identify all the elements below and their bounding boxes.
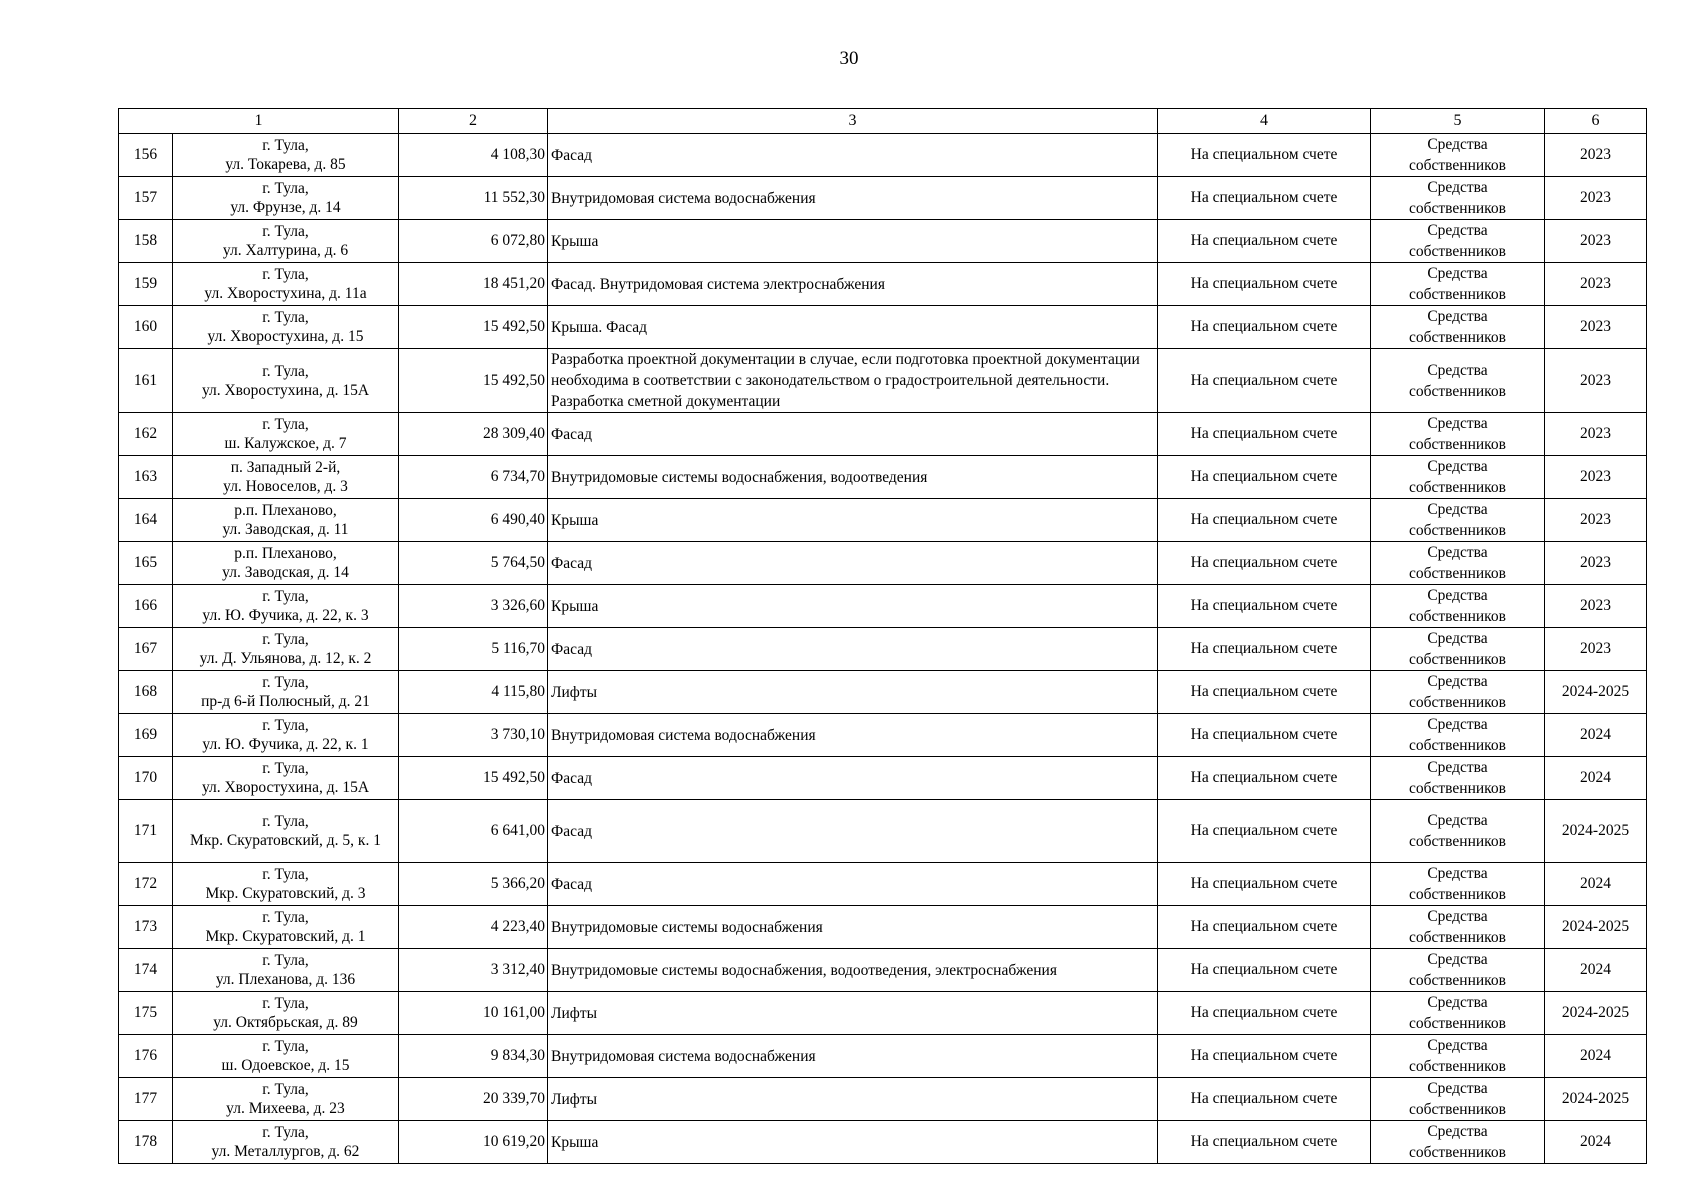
fund-method-cell: На специальном счете	[1158, 1078, 1371, 1121]
table-row	[119, 306, 1647, 349]
table-row	[119, 542, 1647, 585]
funding-source-cell	[1371, 349, 1545, 413]
address-locality: г. Тула,	[262, 588, 309, 605]
address-street: ш. Калужское, д. 7	[224, 435, 347, 452]
funding-source-line2: собственников	[1409, 565, 1506, 582]
address-street: ул. Металлургов, д. 62	[211, 1143, 360, 1160]
funding-source-cell	[1371, 757, 1545, 800]
column-header-4: 4	[1158, 109, 1371, 134]
year-cell: 2024	[1545, 863, 1647, 906]
area-cell: 15 492,50	[399, 757, 548, 800]
funding-source-cell	[1371, 263, 1545, 306]
table-row	[119, 714, 1647, 757]
repair-program-table	[118, 108, 1647, 1164]
table-row	[119, 413, 1647, 456]
address-street: ул. Токарева, д. 85	[225, 156, 346, 173]
address-street: ул. Хворостухина, д. 15	[207, 328, 364, 345]
address-cell	[173, 306, 399, 349]
address-street: ул. Плеханова, д. 136	[215, 971, 356, 988]
area-cell: 6 734,70	[399, 456, 548, 499]
column-header-2: 2	[399, 109, 548, 134]
table-header-row	[119, 109, 1647, 134]
address-locality: г. Тула,	[262, 223, 309, 240]
page-number: 30	[839, 48, 859, 69]
funding-source-line2: собственников	[1409, 286, 1506, 303]
table-row	[119, 1078, 1647, 1121]
row-number: 176	[119, 1035, 173, 1078]
fund-method-cell: На специальном счете	[1158, 1121, 1371, 1164]
row-number: 163	[119, 456, 173, 499]
fund-method-cell: На специальном счете	[1158, 671, 1371, 714]
funding-source-line1: Средства	[1427, 1080, 1488, 1097]
funding-source-cell	[1371, 220, 1545, 263]
year-cell: 2024	[1545, 714, 1647, 757]
table-row	[119, 671, 1647, 714]
year-cell: 2024-2025	[1545, 671, 1647, 714]
funding-source-line2: собственников	[1409, 382, 1506, 400]
funding-source-line1: Средства	[1427, 544, 1488, 561]
fund-method-cell: На специальном счете	[1158, 349, 1371, 413]
address-street: ул. Ю. Фучика, д. 22, к. 3	[202, 607, 369, 624]
works-cell: Внутридомовые системы водоснабжения, водоотведения	[548, 456, 1158, 499]
address-cell	[173, 906, 399, 949]
address-locality: г. Тула,	[262, 995, 309, 1012]
area-cell: 5 116,70	[399, 628, 548, 671]
table-row	[119, 906, 1647, 949]
funding-source-line2: собственников	[1409, 200, 1506, 217]
area-cell: 18 451,20	[399, 263, 548, 306]
fund-method-cell: На специальном счете	[1158, 542, 1371, 585]
funding-source-line2: собственников	[1409, 1058, 1506, 1075]
funding-source-line1: Средства	[1427, 361, 1488, 379]
row-number: 174	[119, 949, 173, 992]
address-street: Мкр. Скуратовский, д. 3	[205, 885, 366, 902]
address-cell	[173, 1121, 399, 1164]
funding-source-line1: Средства	[1427, 673, 1488, 690]
works-cell: Фасад	[548, 542, 1158, 585]
year-cell: 2024	[1545, 949, 1647, 992]
works-cell: Фасад. Внутридомовая система электроснабжения	[548, 263, 1158, 306]
address-locality: г. Тула,	[262, 180, 309, 197]
row-number: 158	[119, 220, 173, 263]
address-locality: г. Тула,	[262, 362, 309, 380]
area-cell: 3 730,10	[399, 714, 548, 757]
area-cell: 4 108,30	[399, 134, 548, 177]
row-number: 178	[119, 1121, 173, 1164]
funding-source-line1: Средства	[1427, 308, 1488, 325]
fund-method-cell: На специальном счете	[1158, 456, 1371, 499]
works-cell: Фасад	[548, 134, 1158, 177]
year-cell: 2024	[1545, 757, 1647, 800]
address-cell	[173, 585, 399, 628]
address-street: ул. Фрунзе, д. 14	[230, 199, 341, 216]
funding-source-cell	[1371, 800, 1545, 863]
funding-source-cell	[1371, 177, 1545, 220]
funding-source-cell	[1371, 413, 1545, 456]
table-row	[119, 263, 1647, 306]
funding-source-cell	[1371, 134, 1545, 177]
row-number: 167	[119, 628, 173, 671]
works-cell: Внутридомовые системы водоснабжения, водоотведения, электроснабжения	[548, 949, 1158, 992]
address-locality: г. Тула,	[262, 866, 309, 883]
address-cell	[173, 177, 399, 220]
fund-method-cell: На специальном счете	[1158, 1035, 1371, 1078]
row-number: 162	[119, 413, 173, 456]
row-number: 168	[119, 671, 173, 714]
works-cell: Фасад	[548, 628, 1158, 671]
fund-method-cell: На специальном счете	[1158, 220, 1371, 263]
funding-source-line1: Средства	[1427, 951, 1488, 968]
address-street: пр-д 6-й Полюсный, д. 21	[201, 693, 370, 710]
funding-source-line2: собственников	[1409, 329, 1506, 346]
row-number: 177	[119, 1078, 173, 1121]
funding-source-line1: Средства	[1427, 716, 1488, 733]
address-cell	[173, 456, 399, 499]
funding-source-cell	[1371, 306, 1545, 349]
address-cell	[173, 413, 399, 456]
fund-method-cell: На специальном счете	[1158, 413, 1371, 456]
funding-source-line1: Средства	[1427, 415, 1488, 432]
funding-source-line1: Средства	[1427, 136, 1488, 153]
year-cell: 2023	[1545, 134, 1647, 177]
address-cell	[173, 671, 399, 714]
column-header-5: 5	[1371, 109, 1545, 134]
year-cell: 2024-2025	[1545, 906, 1647, 949]
funding-source-line1: Средства	[1427, 812, 1488, 829]
address-street: ул. Хворостухина, д. 15А	[201, 779, 370, 796]
address-street: ул. Новоселов, д. 3	[223, 478, 348, 495]
table-row	[119, 220, 1647, 263]
address-locality: г. Тула,	[262, 909, 309, 926]
works-cell: Внутридомовая система водоснабжения	[548, 714, 1158, 757]
funding-source-line2: собственников	[1409, 780, 1506, 797]
table-row	[119, 1035, 1647, 1078]
table-row	[119, 992, 1647, 1035]
area-cell: 10 619,20	[399, 1121, 548, 1164]
address-cell	[173, 220, 399, 263]
works-cell: Крыша. Фасад	[548, 306, 1158, 349]
table-row	[119, 499, 1647, 542]
works-cell: Фасад	[548, 757, 1158, 800]
year-cell: 2023	[1545, 542, 1647, 585]
works-cell: Крыша	[548, 220, 1158, 263]
address-locality: г. Тула,	[262, 266, 309, 283]
fund-method-cell: На специальном счете	[1158, 263, 1371, 306]
area-cell: 3 312,40	[399, 949, 548, 992]
works-cell: Крыша	[548, 499, 1158, 542]
address-locality: г. Тула,	[262, 813, 309, 830]
funding-source-cell	[1371, 542, 1545, 585]
address-street: ул. Халтурина, д. 6	[222, 242, 349, 259]
address-cell	[173, 499, 399, 542]
address-street: Мкр. Скуратовский, д. 1	[205, 928, 366, 945]
funding-source-cell	[1371, 456, 1545, 499]
works-cell: Внутридомовая система водоснабжения	[548, 177, 1158, 220]
funding-source-line2: собственников	[1409, 479, 1506, 496]
address-street: ул. Михеева, д. 23	[226, 1100, 345, 1117]
column-header-1: 1	[119, 109, 399, 134]
address-locality: р.п. Плеханово,	[234, 502, 337, 519]
funding-source-line2: собственников	[1409, 1101, 1506, 1118]
funding-source-line2: собственников	[1409, 243, 1506, 260]
funding-source-line2: собственников	[1409, 436, 1506, 453]
table-row	[119, 585, 1647, 628]
area-cell: 5 366,20	[399, 863, 548, 906]
funding-source-line2: собственников	[1409, 651, 1506, 668]
address-cell	[173, 863, 399, 906]
funding-source-line1: Средства	[1427, 1037, 1488, 1054]
funding-source-cell	[1371, 499, 1545, 542]
table-row	[119, 456, 1647, 499]
fund-method-cell: На специальном счете	[1158, 134, 1371, 177]
funding-source-line1: Средства	[1427, 179, 1488, 196]
address-locality: г. Тула,	[262, 760, 309, 777]
address-street: ул. Хворостухина, д. 15А	[201, 381, 370, 399]
fund-method-cell: На специальном счете	[1158, 714, 1371, 757]
row-number: 164	[119, 499, 173, 542]
area-cell: 6 641,00	[399, 800, 548, 863]
funding-source-cell	[1371, 671, 1545, 714]
table-row	[119, 628, 1647, 671]
works-cell: Лифты	[548, 992, 1158, 1035]
area-cell: 6 490,40	[399, 499, 548, 542]
works-cell: Фасад	[548, 800, 1158, 863]
address-cell	[173, 263, 399, 306]
area-cell: 4 223,40	[399, 906, 548, 949]
address-cell	[173, 349, 399, 413]
works-cell: Внутридомовая система водоснабжения	[548, 1035, 1158, 1078]
funding-source-line2: собственников	[1409, 522, 1506, 539]
funding-source-line1: Средства	[1427, 1123, 1488, 1140]
row-number: 170	[119, 757, 173, 800]
address-locality: г. Тула,	[262, 631, 309, 648]
funding-source-cell	[1371, 863, 1545, 906]
address-cell	[173, 1078, 399, 1121]
address-street: ш. Одоевское, д. 15	[221, 1057, 350, 1074]
address-cell	[173, 757, 399, 800]
funding-source-cell	[1371, 628, 1545, 671]
funding-source-line2: собственников	[1409, 833, 1506, 850]
table-row	[119, 134, 1647, 177]
year-cell: 2023	[1545, 585, 1647, 628]
row-number: 165	[119, 542, 173, 585]
works-cell: Внутридомовые системы водоснабжения	[548, 906, 1158, 949]
funding-source-line2: собственников	[1409, 737, 1506, 754]
funding-source-line2: собственников	[1409, 1144, 1506, 1161]
address-cell	[173, 628, 399, 671]
funding-source-line1: Средства	[1427, 865, 1488, 882]
address-locality: г. Тула,	[262, 1124, 309, 1141]
funding-source-cell	[1371, 585, 1545, 628]
year-cell: 2024-2025	[1545, 992, 1647, 1035]
address-cell	[173, 949, 399, 992]
year-cell: 2023	[1545, 413, 1647, 456]
area-cell: 9 834,30	[399, 1035, 548, 1078]
funding-source-line1: Средства	[1427, 458, 1488, 475]
funding-source-line1: Средства	[1427, 630, 1488, 647]
fund-method-cell: На специальном счете	[1158, 757, 1371, 800]
year-cell: 2023	[1545, 263, 1647, 306]
address-locality: п. Западный 2-й,	[230, 459, 341, 476]
fund-method-cell: На специальном счете	[1158, 949, 1371, 992]
table-row	[119, 863, 1647, 906]
funding-source-cell	[1371, 714, 1545, 757]
address-cell	[173, 800, 399, 863]
funding-source-line1: Средства	[1427, 994, 1488, 1011]
address-locality: р.п. Плеханово,	[234, 545, 337, 562]
address-cell	[173, 134, 399, 177]
fund-method-cell: На специальном счете	[1158, 585, 1371, 628]
table-row	[119, 1121, 1647, 1164]
table-row	[119, 349, 1647, 413]
table-row	[119, 949, 1647, 992]
funding-source-line2: собственников	[1409, 608, 1506, 625]
address-cell	[173, 992, 399, 1035]
funding-source-line1: Средства	[1427, 759, 1488, 776]
address-street: ул. Октябрьская, д. 89	[213, 1014, 358, 1031]
works-cell: Лифты	[548, 1078, 1158, 1121]
funding-source-line2: собственников	[1409, 157, 1506, 174]
address-locality: г. Тула,	[262, 137, 309, 154]
funding-source-line2: собственников	[1409, 886, 1506, 903]
fund-method-cell: На специальном счете	[1158, 906, 1371, 949]
year-cell: 2023	[1545, 349, 1647, 413]
table-row	[119, 800, 1647, 863]
works-cell: Разработка проектной документации в случае, если подготовка проектной документации необходима в соответствии с законодательством о градостроительной деятельности. Разработка сметной документации	[548, 349, 1158, 413]
area-cell: 28 309,40	[399, 413, 548, 456]
area-cell: 20 339,70	[399, 1078, 548, 1121]
works-cell: Фасад	[548, 863, 1158, 906]
row-number: 171	[119, 800, 173, 863]
works-cell: Фасад	[548, 413, 1158, 456]
funding-source-cell	[1371, 1035, 1545, 1078]
funding-source-cell	[1371, 906, 1545, 949]
funding-source-line2: собственников	[1409, 972, 1506, 989]
address-street: ул. Д. Ульянова, д. 12, к. 2	[199, 650, 372, 667]
area-cell: 3 326,60	[399, 585, 548, 628]
address-cell	[173, 1035, 399, 1078]
address-locality: г. Тула,	[262, 309, 309, 326]
row-number: 175	[119, 992, 173, 1035]
row-number: 166	[119, 585, 173, 628]
address-street: ул. Заводская, д. 11	[222, 521, 349, 538]
column-header-6: 6	[1545, 109, 1647, 134]
year-cell: 2024-2025	[1545, 1078, 1647, 1121]
fund-method-cell: На специальном счете	[1158, 306, 1371, 349]
row-number: 156	[119, 134, 173, 177]
row-number: 160	[119, 306, 173, 349]
works-cell: Крыша	[548, 1121, 1158, 1164]
row-number: 172	[119, 863, 173, 906]
works-cell: Лифты	[548, 671, 1158, 714]
year-cell: 2024	[1545, 1035, 1647, 1078]
fund-method-cell: На специальном счете	[1158, 863, 1371, 906]
year-cell: 2023	[1545, 177, 1647, 220]
address-locality: г. Тула,	[262, 416, 309, 433]
fund-method-cell: На специальном счете	[1158, 992, 1371, 1035]
area-cell: 10 161,00	[399, 992, 548, 1035]
area-cell: 11 552,30	[399, 177, 548, 220]
funding-source-line2: собственников	[1409, 694, 1506, 711]
area-cell: 15 492,50	[399, 306, 548, 349]
address-locality: г. Тула,	[262, 1081, 309, 1098]
address-locality: г. Тула,	[262, 717, 309, 734]
year-cell: 2023	[1545, 306, 1647, 349]
fund-method-cell: На специальном счете	[1158, 628, 1371, 671]
funding-source-cell	[1371, 992, 1545, 1035]
funding-source-line1: Средства	[1427, 908, 1488, 925]
address-cell	[173, 714, 399, 757]
address-street: ул. Хворостухина, д. 11а	[204, 285, 367, 302]
year-cell: 2023	[1545, 499, 1647, 542]
year-cell: 2024-2025	[1545, 800, 1647, 863]
row-number: 157	[119, 177, 173, 220]
row-number: 161	[119, 349, 173, 413]
funding-source-cell	[1371, 1078, 1545, 1121]
area-cell: 5 764,50	[399, 542, 548, 585]
funding-source-line2: собственников	[1409, 1015, 1506, 1032]
row-number: 169	[119, 714, 173, 757]
row-number: 173	[119, 906, 173, 949]
column-header-3: 3	[548, 109, 1158, 134]
address-street: ул. Ю. Фучика, д. 22, к. 1	[202, 736, 369, 753]
year-cell: 2023	[1545, 628, 1647, 671]
row-number: 159	[119, 263, 173, 306]
year-cell: 2024	[1545, 1121, 1647, 1164]
area-cell: 15 492,50	[399, 349, 548, 413]
funding-source-cell	[1371, 1121, 1545, 1164]
funding-source-line2: собственников	[1409, 929, 1506, 946]
address-street: ул. Заводская, д. 14	[222, 564, 349, 581]
funding-source-line1: Средства	[1427, 587, 1488, 604]
table-row	[119, 757, 1647, 800]
area-cell: 6 072,80	[399, 220, 548, 263]
funding-source-line1: Средства	[1427, 265, 1488, 282]
works-cell: Крыша	[548, 585, 1158, 628]
fund-method-cell: На специальном счете	[1158, 499, 1371, 542]
year-cell: 2023	[1545, 220, 1647, 263]
funding-source-line1: Средства	[1427, 222, 1488, 239]
fund-method-cell: На специальном счете	[1158, 800, 1371, 863]
funding-source-line1: Средства	[1427, 501, 1488, 518]
address-cell	[173, 542, 399, 585]
year-cell: 2023	[1545, 456, 1647, 499]
funding-source-cell	[1371, 949, 1545, 992]
address-locality: г. Тула,	[262, 1038, 309, 1055]
address-locality: г. Тула,	[262, 952, 309, 969]
address-locality: г. Тула,	[262, 674, 309, 691]
table-row	[119, 177, 1647, 220]
table-body	[119, 134, 1647, 1164]
fund-method-cell: На специальном счете	[1158, 177, 1371, 220]
address-street: Мкр. Скуратовский, д. 5, к. 1	[190, 832, 381, 849]
area-cell: 4 115,80	[399, 671, 548, 714]
